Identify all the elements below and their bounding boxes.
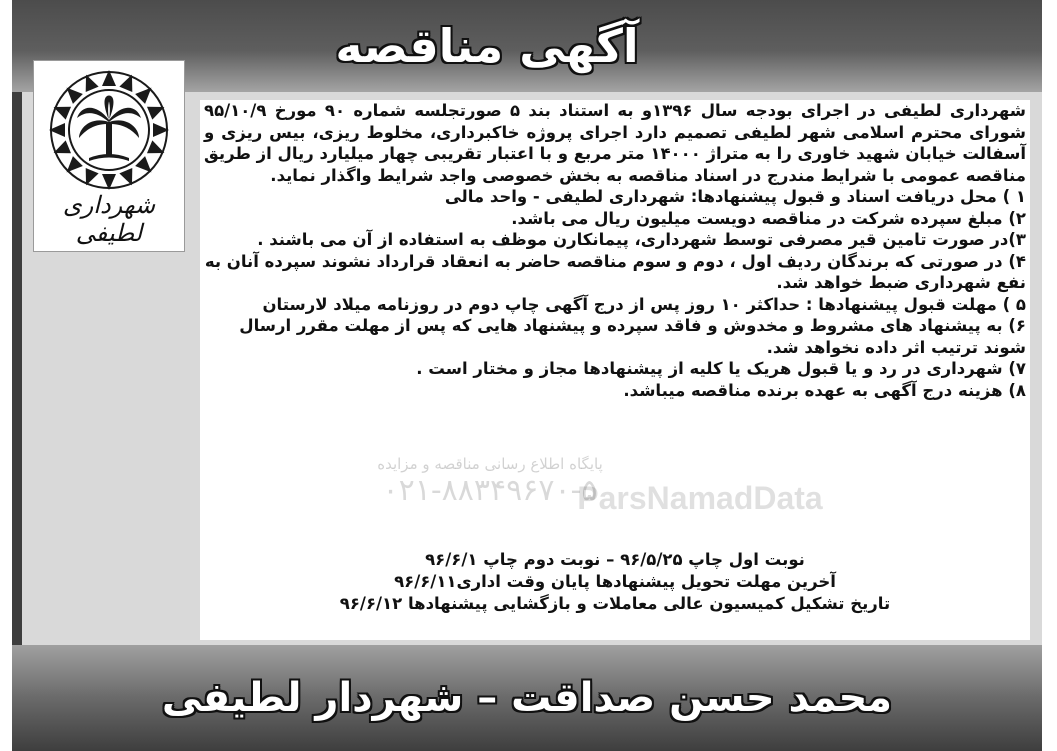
notice-item-4: ۴) در صورتی که برندگان ردیف اول ، دوم و سوم مناقصه حاضر به انعقاد قرارداد نشوند سپرده آنان به نفع شهرداری ضبط خواهد شد. — [204, 251, 1026, 292]
left-border-bar — [12, 0, 22, 751]
watermark-brand: ParsNamadData — [577, 480, 823, 516]
mayor-signature: محمد حسن صداقت – شهردار لطیفی — [161, 675, 893, 721]
palm-tree-emblem-icon — [46, 67, 172, 193]
notice-text — [204, 100, 1026, 401]
notice-item-1: ۱ ) محل دریافت اسناد و قبول پیشنهادها: شهرداری لطیفی - واحد مالی — [444, 187, 1026, 206]
notice-dates — [200, 549, 1030, 615]
print-dates: نوبت اول چاپ ۹۶/۵/۲۵ – نوبت دوم چاپ ۹۶/۶/۱ — [425, 550, 805, 569]
signature-band — [12, 645, 1042, 751]
commission-date: تاریخ تشکیل کمیسیون عالی معاملات و بازگشایی پیشنهادها ۹۶/۶/۱۲ — [339, 594, 891, 613]
submission-deadline: آخرین مهلت تحویل پیشنهادها پایان وقت اداری۹۶/۶/۱۱ — [394, 572, 836, 591]
notice-item-6: ۶) به پیشنهاد های مشروط و مخدوش و فاقد سپرده و پیشنهاد هایی که پس از مهلت مقرر ارسال شوند ترتیب اثر داده نخواهد شد. — [239, 316, 1026, 357]
notice-item-2: ۲) مبلغ سپرده شرکت در مناقصه دویست میلیون ریال می باشد. — [511, 208, 1026, 228]
notice-body — [200, 100, 1030, 640]
notice-title: آگهی مناقصه — [335, 19, 639, 73]
notice-item-8: ۸) هزینه درج آگهی به عهده برنده مناقصه میباشد. — [623, 380, 1026, 400]
notice-intro: شهرداری لطیفی در اجرای بودجه سال ۱۳۹۶و به استناد بند ۵ صورتجلسه شماره ۹۰ مورخ ۹۵/۱۰/۹ شورای محترم اسلامی شهر لطیفی تصمیم دارد اجرای پروژه خاکبرداری، مخلوط ریزی، بیس ریزی و آسفالت خیابان شهید خاوری را به متراژ ۱۴۰۰۰ متر مربع و با اعتبار تقریبی چهار میلیارد ریال از طریق مناقصه عمومی با شرایط مندرج در اسناد مناقصه به بخش خصوصی واجد شرایط واگذار نماید. — [204, 101, 1026, 185]
notice-item-7: ۷) شهرداری در رد و یا قبول هریک یا کلیه از پیشنهادها مجاز و مختار است . — [416, 359, 1026, 378]
municipality-logo — [33, 60, 185, 252]
logo-caption: شهرداری لطیفی — [62, 191, 156, 247]
notice-item-5: ۵ ) مهلت قبول پیشنهادها : حداکثر ۱۰ روز پس از درج آگهی چاپ دوم در روزنامه میلاد لارستان — [262, 294, 1026, 314]
notice-item-3: ۳)در صورت تامین قیر مصرفی توسط شهرداری، پیمانکارن موظف به استفاده از آن می باشند . — [257, 230, 1026, 249]
